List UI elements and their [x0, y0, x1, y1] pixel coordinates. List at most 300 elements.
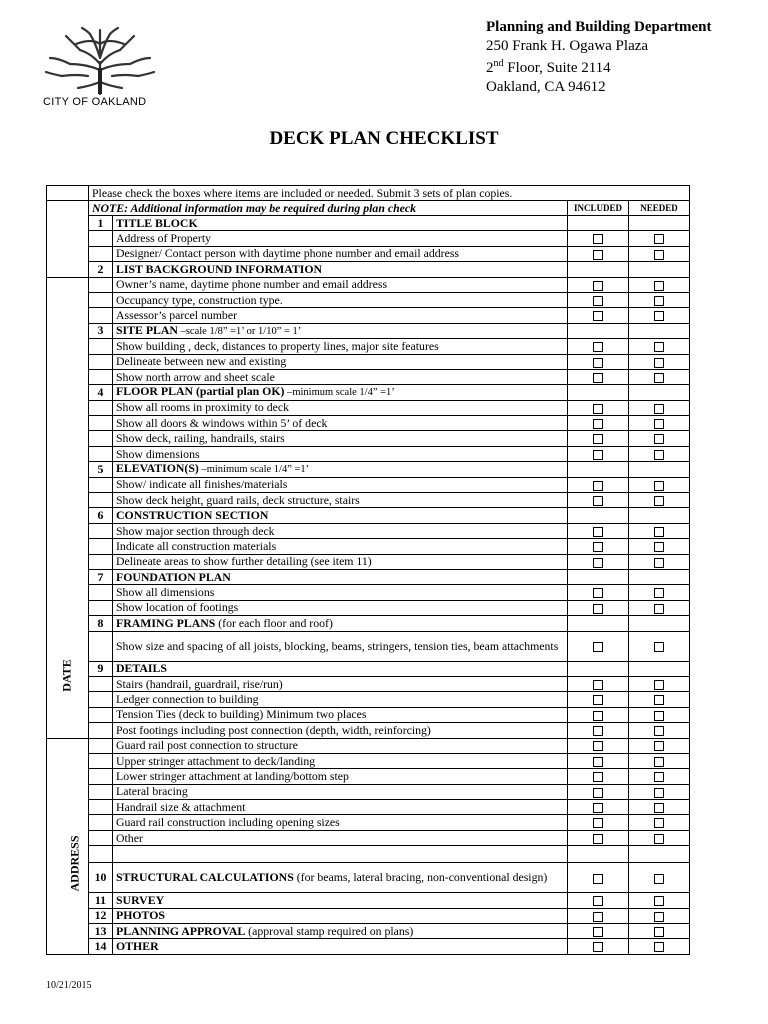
- included-checkbox[interactable]: [593, 481, 603, 491]
- included-checkbox[interactable]: [593, 874, 603, 884]
- needed-checkbox[interactable]: [654, 741, 664, 751]
- needed-cell: [629, 939, 690, 954]
- section-title: FOUNDATION PLAN: [116, 569, 231, 584]
- item-number: [89, 431, 113, 446]
- needed-checkbox[interactable]: [654, 358, 664, 368]
- needed-checkbox[interactable]: [654, 803, 664, 813]
- checklist-row: [47, 308, 690, 323]
- included-checkbox[interactable]: [593, 695, 603, 705]
- item-number: [89, 493, 113, 508]
- included-checkbox[interactable]: [593, 281, 603, 291]
- included-cell: [568, 277, 629, 292]
- needed-checkbox[interactable]: [654, 250, 664, 260]
- item-number: [89, 339, 113, 354]
- section-heading: [113, 508, 568, 523]
- checklist-item-text: [113, 277, 568, 292]
- city-state-zip: Oakland, CA 94612: [486, 78, 606, 95]
- item-number: [89, 707, 113, 722]
- item-label: Show deck height, guard rails, deck structure, stairs: [116, 492, 360, 507]
- checklist-row: [47, 539, 690, 554]
- included-checkbox[interactable]: [593, 726, 603, 736]
- needed-cell: [629, 339, 690, 354]
- included-cell: [568, 616, 629, 631]
- needed-checkbox[interactable]: [654, 481, 664, 491]
- needed-checkbox[interactable]: [654, 311, 664, 321]
- section-title: LIST BACKGROUND INFORMATION: [116, 261, 323, 276]
- included-checkbox[interactable]: [593, 680, 603, 690]
- checklist-item-text: [113, 800, 568, 815]
- checklist-item-text: [113, 431, 568, 446]
- needed-checkbox[interactable]: [654, 527, 664, 537]
- logo-city-name: CITY OF OAKLAND: [43, 96, 147, 108]
- needed-cell: [629, 569, 690, 584]
- item-label: Guard rail construction including opening sizes: [116, 815, 340, 830]
- included-cell: [568, 863, 629, 893]
- checklist-row: [47, 216, 690, 231]
- checklist-item-text: [113, 692, 568, 707]
- included-checkbox[interactable]: [593, 942, 603, 952]
- needed-cell: [629, 462, 690, 477]
- instructions-row: [47, 186, 690, 201]
- included-cell: [568, 585, 629, 600]
- included-checkbox[interactable]: [593, 404, 603, 414]
- item-label: Assessor’s parcel number: [116, 308, 237, 323]
- checklist-row: [47, 523, 690, 538]
- included-cell: [568, 416, 629, 431]
- item-label: Show building , deck, distances to property lines, major site features: [116, 338, 439, 353]
- checklist-row: [47, 661, 690, 676]
- needed-checkbox[interactable]: [654, 942, 664, 952]
- section-heading: [113, 462, 568, 477]
- needed-cell: [629, 262, 690, 277]
- needed-cell: [629, 815, 690, 830]
- needed-cell: [629, 477, 690, 492]
- section-title: SURVEY: [116, 892, 165, 907]
- item-number: [89, 784, 113, 799]
- needed-cell: [629, 416, 690, 431]
- address-field[interactable]: [47, 738, 89, 954]
- needed-cell: [629, 493, 690, 508]
- included-checkbox[interactable]: [593, 588, 603, 598]
- included-checkbox[interactable]: [593, 604, 603, 614]
- item-number: [89, 446, 113, 461]
- needed-checkbox[interactable]: [654, 834, 664, 844]
- needed-cell: [629, 508, 690, 523]
- included-cell: [568, 431, 629, 446]
- included-checkbox[interactable]: [593, 818, 603, 828]
- checklist-item-text: [113, 753, 568, 768]
- checklist-row: [47, 800, 690, 815]
- checklist-item-text: [113, 369, 568, 384]
- needed-cell: [629, 400, 690, 415]
- needed-cell: [629, 723, 690, 738]
- needed-cell: [629, 308, 690, 323]
- checklist-item-text: [113, 707, 568, 722]
- checklist-row: [47, 692, 690, 707]
- included-checkbox[interactable]: [593, 834, 603, 844]
- needed-checkbox[interactable]: [654, 726, 664, 736]
- checklist-item-text: [113, 308, 568, 323]
- checklist-item-text: [113, 585, 568, 600]
- needed-cell: [629, 800, 690, 815]
- needed-cell: [629, 676, 690, 691]
- included-checkbox[interactable]: [593, 450, 603, 460]
- section-title: FLOOR PLAN (partial plan OK): [116, 384, 285, 399]
- item-number: [89, 369, 113, 384]
- included-checkbox[interactable]: [593, 250, 603, 260]
- instructions-text: Please check the boxes where items are included or needed. Submit 3 sets of plan copies.: [89, 186, 690, 201]
- needed-cell: [629, 863, 690, 893]
- section-title: SITE PLAN: [116, 322, 178, 337]
- item-label: Show all dimensions: [116, 585, 215, 600]
- checklist-row: [47, 246, 690, 261]
- item-label: Designer/ Contact person with daytime phone number and email address: [116, 246, 460, 261]
- included-cell: [568, 262, 629, 277]
- needed-checkbox[interactable]: [654, 604, 664, 614]
- section-heading: [113, 924, 568, 939]
- needed-cell: [629, 385, 690, 400]
- included-checkbox[interactable]: [593, 772, 603, 782]
- checklist-row: [47, 385, 690, 400]
- item-label: Tension Ties (deck to building) Minimum two places: [116, 707, 367, 722]
- needed-checkbox[interactable]: [654, 404, 664, 414]
- checklist-item-text: [113, 292, 568, 307]
- needed-cell: [629, 554, 690, 569]
- needed-cell: [629, 277, 690, 292]
- included-cell: [568, 446, 629, 461]
- included-checkbox[interactable]: [593, 642, 603, 652]
- item-label: Owner’s name, daytime phone number and email address: [116, 277, 388, 292]
- checklist-item-text: [113, 523, 568, 538]
- needed-checkbox[interactable]: [654, 874, 664, 884]
- included-checkbox[interactable]: [593, 741, 603, 751]
- included-checkbox[interactable]: [593, 496, 603, 506]
- section-heading: [113, 863, 568, 893]
- item-label: Address of Property: [116, 231, 212, 246]
- section-title: ELEVATION(S): [116, 461, 199, 476]
- section-title: CONSTRUCTION SECTION: [116, 508, 269, 523]
- included-cell: [568, 462, 629, 477]
- included-column-header: INCLUDED: [568, 201, 629, 216]
- needed-cell: [629, 354, 690, 369]
- included-checkbox[interactable]: [593, 912, 603, 922]
- needed-checkbox[interactable]: [654, 757, 664, 767]
- checklist-row: [47, 369, 690, 384]
- item-number: 12: [89, 908, 113, 923]
- included-cell: [568, 846, 629, 863]
- included-checkbox[interactable]: [593, 373, 603, 383]
- needed-checkbox[interactable]: [654, 281, 664, 291]
- needed-checkbox[interactable]: [654, 896, 664, 906]
- item-number: [89, 523, 113, 538]
- checklist-row: [47, 753, 690, 768]
- checklist-row: [47, 939, 690, 954]
- section-subtitle: (for each floor and roof): [215, 615, 333, 630]
- included-cell: [568, 939, 629, 954]
- included-checkbox[interactable]: [593, 296, 603, 306]
- included-checkbox[interactable]: [593, 342, 603, 352]
- item-number: [89, 354, 113, 369]
- section-subtitle: –minimum scale 1/4” =1’: [198, 464, 310, 476]
- checklist-item-text: [113, 416, 568, 431]
- section-heading: [113, 385, 568, 400]
- section-heading: [113, 616, 568, 631]
- needed-cell: [629, 369, 690, 384]
- needed-checkbox[interactable]: [654, 342, 664, 352]
- checklist-row: [47, 723, 690, 738]
- included-checkbox[interactable]: [593, 803, 603, 813]
- floor-ordinal: nd: [493, 58, 504, 69]
- included-checkbox[interactable]: [593, 788, 603, 798]
- needed-checkbox[interactable]: [654, 588, 664, 598]
- needed-checkbox[interactable]: [654, 296, 664, 306]
- needed-cell: [629, 830, 690, 845]
- item-label: Delineate between new and existing: [116, 354, 287, 369]
- revision-date: 10/21/2015: [46, 980, 92, 991]
- address-field-label: [47, 835, 88, 892]
- checklist-item-text: [113, 676, 568, 691]
- section-heading: [113, 262, 568, 277]
- section-heading: [113, 908, 568, 923]
- needed-cell: [629, 738, 690, 753]
- item-number: [89, 830, 113, 845]
- item-label: Stairs (handrail, guardrail, rise/run): [116, 676, 283, 691]
- note-text: NOTE: Additional information may be required during plan check: [89, 201, 568, 216]
- checklist-item-text: [113, 830, 568, 845]
- section-heading: [113, 216, 568, 231]
- checklist-item-text: [113, 339, 568, 354]
- item-number: 13: [89, 924, 113, 939]
- included-checkbox[interactable]: [593, 419, 603, 429]
- needed-checkbox[interactable]: [654, 642, 664, 652]
- checklist-row: [47, 769, 690, 784]
- included-cell: [568, 339, 629, 354]
- needed-cell: [629, 707, 690, 722]
- included-checkbox[interactable]: [593, 927, 603, 937]
- needed-checkbox[interactable]: [654, 695, 664, 705]
- included-cell: [568, 723, 629, 738]
- item-number: 2: [89, 262, 113, 277]
- included-cell: [568, 707, 629, 722]
- included-cell: [568, 216, 629, 231]
- item-number: [89, 400, 113, 415]
- item-label: Show all doors & windows within 5’ of deck: [116, 415, 328, 430]
- item-number: 1: [89, 216, 113, 231]
- item-number: [89, 231, 113, 246]
- checklist-body: [47, 186, 690, 955]
- checklist-row: [47, 616, 690, 631]
- needed-cell: [629, 616, 690, 631]
- needed-checkbox[interactable]: [654, 680, 664, 690]
- needed-checkbox[interactable]: [654, 373, 664, 383]
- section-title: STRUCTURAL CALCULATIONS: [116, 870, 294, 885]
- needed-checkbox[interactable]: [654, 772, 664, 782]
- checklist-row: [47, 493, 690, 508]
- needed-checkbox[interactable]: [654, 927, 664, 937]
- item-label: Show size and spacing of all joists, blocking, beams, stringers, tension ties, beam attachments: [116, 638, 559, 653]
- checklist-row: [47, 676, 690, 691]
- item-label: Show all rooms in proximity to deck: [116, 400, 290, 415]
- checklist-row: [47, 924, 690, 939]
- item-number: [89, 723, 113, 738]
- needed-checkbox[interactable]: [654, 788, 664, 798]
- included-cell: [568, 246, 629, 261]
- needed-checkbox[interactable]: [654, 542, 664, 552]
- needed-cell: [629, 246, 690, 261]
- needed-cell: [629, 631, 690, 661]
- needed-cell: [629, 846, 690, 863]
- section-subtitle: (approval stamp required on plans): [245, 923, 414, 938]
- needed-checkbox[interactable]: [654, 450, 664, 460]
- section-title: DETAILS: [116, 661, 167, 676]
- included-cell: [568, 231, 629, 246]
- included-cell: [568, 354, 629, 369]
- included-checkbox[interactable]: [593, 234, 603, 244]
- needed-checkbox[interactable]: [654, 818, 664, 828]
- item-label: Show north arrow and sheet scale: [116, 369, 275, 384]
- item-number: [89, 815, 113, 830]
- blank-corner-cell: [47, 186, 89, 201]
- checklist-item-text: [113, 846, 568, 863]
- included-cell: [568, 800, 629, 815]
- included-cell: [568, 830, 629, 845]
- needed-checkbox[interactable]: [654, 234, 664, 244]
- checklist-item-text: [113, 554, 568, 569]
- included-cell: [568, 569, 629, 584]
- item-label: Delineate areas to show further detailing (see item 11): [116, 554, 372, 569]
- checklist-item-text: [113, 631, 568, 661]
- item-label: Occupancy type, construction type.: [116, 292, 283, 307]
- date-field-top[interactable]: [47, 201, 89, 278]
- item-number: 7: [89, 569, 113, 584]
- deck-plan-checklist-table: [46, 185, 690, 955]
- included-cell: [568, 676, 629, 691]
- included-checkbox[interactable]: [593, 896, 603, 906]
- included-cell: [568, 815, 629, 830]
- checklist-row: [47, 416, 690, 431]
- section-title: PHOTOS: [116, 908, 165, 923]
- checklist-row: [47, 508, 690, 523]
- item-label: Guard rail post connection to structure: [116, 738, 298, 753]
- section-title: TITLE BLOCK: [116, 215, 198, 230]
- date-field[interactable]: [47, 277, 89, 738]
- needed-column-header: NEEDED: [629, 201, 690, 216]
- section-subtitle: –minimum scale 1/4” =1’: [284, 387, 395, 399]
- included-cell: [568, 692, 629, 707]
- included-checkbox[interactable]: [593, 358, 603, 368]
- needed-checkbox[interactable]: [654, 711, 664, 721]
- note-row: [47, 201, 690, 216]
- item-number: 11: [89, 893, 113, 908]
- checklist-row: [47, 462, 690, 477]
- checklist-row: [47, 231, 690, 246]
- item-number: 4: [89, 385, 113, 400]
- included-cell: [568, 508, 629, 523]
- needed-checkbox[interactable]: [654, 434, 664, 444]
- needed-cell: [629, 231, 690, 246]
- checklist-item-text: [113, 784, 568, 799]
- checklist-row: [47, 446, 690, 461]
- item-label: Show major section through deck: [116, 523, 275, 538]
- needed-checkbox[interactable]: [654, 558, 664, 568]
- checklist-item-text: [113, 600, 568, 615]
- item-label: Other: [116, 830, 143, 845]
- needed-cell: [629, 292, 690, 307]
- checklist-item-text: [113, 769, 568, 784]
- checklist-row: [47, 477, 690, 492]
- needed-cell: [629, 323, 690, 338]
- included-cell: [568, 893, 629, 908]
- checklist-item-text: [113, 354, 568, 369]
- needed-cell: [629, 924, 690, 939]
- included-cell: [568, 908, 629, 923]
- included-cell: [568, 385, 629, 400]
- included-cell: [568, 308, 629, 323]
- included-checkbox[interactable]: [593, 757, 603, 767]
- checklist-row: [47, 292, 690, 307]
- included-cell: [568, 493, 629, 508]
- included-checkbox[interactable]: [593, 311, 603, 321]
- item-number: [89, 753, 113, 768]
- checklist-item-text: [113, 493, 568, 508]
- item-label: Lateral bracing: [116, 784, 188, 799]
- item-number: [89, 676, 113, 691]
- needed-cell: [629, 523, 690, 538]
- checklist-row: [47, 262, 690, 277]
- needed-cell: [629, 784, 690, 799]
- needed-cell: [629, 661, 690, 676]
- department-name: Planning and Building Department: [486, 19, 712, 35]
- checklist-item-text: [113, 477, 568, 492]
- needed-cell: [629, 585, 690, 600]
- checklist-item-text: [113, 231, 568, 246]
- included-checkbox[interactable]: [593, 558, 603, 568]
- needed-cell: [629, 753, 690, 768]
- needed-cell: [629, 769, 690, 784]
- needed-checkbox[interactable]: [654, 419, 664, 429]
- item-label: Ledger connection to building: [116, 692, 259, 707]
- item-label: Lower stringer attachment at landing/bottom step: [116, 768, 349, 783]
- section-heading: [113, 569, 568, 584]
- needed-cell: [629, 431, 690, 446]
- section-subtitle: –scale 1/8” =1’ or 1/10” = 1’: [177, 325, 302, 337]
- checklist-item-text: [113, 815, 568, 830]
- included-checkbox[interactable]: [593, 711, 603, 721]
- needed-checkbox[interactable]: [654, 912, 664, 922]
- included-cell: [568, 769, 629, 784]
- included-checkbox[interactable]: [593, 542, 603, 552]
- item-number: [89, 477, 113, 492]
- checklist-item-text: [113, 539, 568, 554]
- included-cell: [568, 554, 629, 569]
- item-number: 9: [89, 661, 113, 676]
- checklist-item-text: [113, 738, 568, 753]
- checklist-row: [47, 784, 690, 799]
- included-checkbox[interactable]: [593, 434, 603, 444]
- included-cell: [568, 784, 629, 799]
- item-number: [89, 308, 113, 323]
- included-checkbox[interactable]: [593, 527, 603, 537]
- item-label: Upper stringer attachment to deck/landing: [116, 753, 316, 768]
- checklist-row: [47, 815, 690, 830]
- item-number: 3: [89, 323, 113, 338]
- checklist-row: [47, 569, 690, 584]
- checklist-item-text: [113, 400, 568, 415]
- needed-checkbox[interactable]: [654, 496, 664, 506]
- needed-cell: [629, 600, 690, 615]
- street-address: 250 Frank H. Ogawa Plaza: [486, 37, 649, 54]
- needed-cell: [629, 446, 690, 461]
